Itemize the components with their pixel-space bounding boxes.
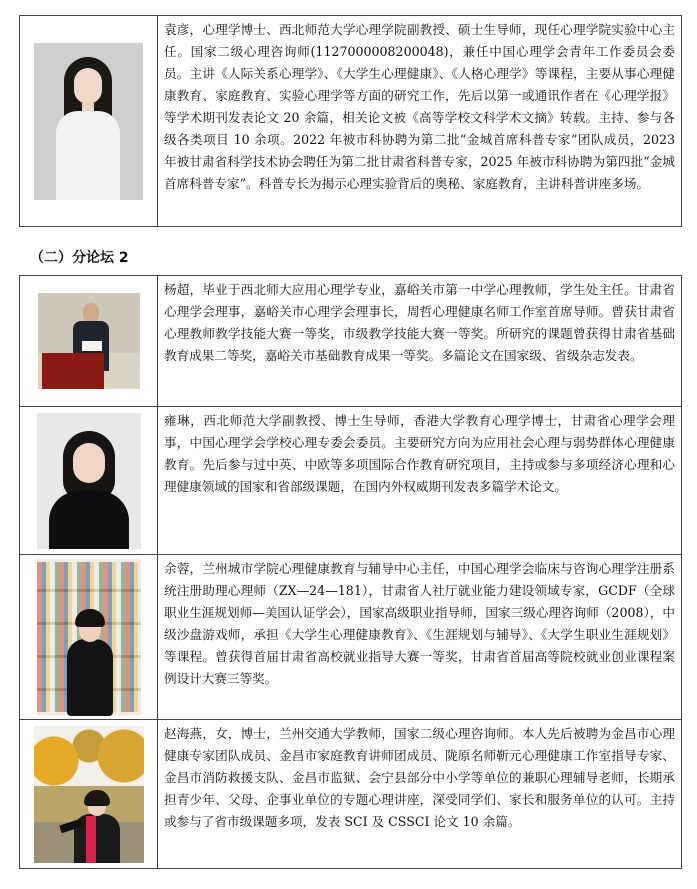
section-title: （二）分论坛 2 (30, 250, 129, 266)
profile-bio: 赵海燕，女，博士，兰州交通大学教师，国家二级心理咨询师。本人先后被聘为金昌市心理健康专家团队成员、金昌市家庭教育讲师团成员、陇原名师靳元心理健康工作室指导专家、金昌市消防救援支队、金昌市监狱、会宁县部分中小学等单位的兼职心理辅导老师，长期承担青少年、父母、企事业单位的专题心理讲座，深受同学们、家长和服务单位的认可。主持或参与了省市级课题多项，发表 SCI 及 CSSCI 论文 10 余篇。 (164, 726, 675, 829)
photo-cell (20, 555, 158, 719)
profile-row (20, 720, 681, 868)
portrait-photo (37, 413, 141, 549)
photo-cell (20, 16, 158, 226)
portrait-photo (34, 43, 143, 200)
profile-bio: 袁彦，心理学博士、西北师范大学心理学院副教授、硕士生导师，现任心理学院实验中心主任。国家二级心理咨询师(1127000008200048)，兼任中国心理学会青年工作委员会委员。主讲《人际关系心理学》、《大学生心理健康》、《人格心理学》等课程，主要从事心理健康教育、家庭教育、实验心理学等方面的研究工作，先后以第一或通讯作者在《心理学报》等学术期刊发表论文 20 余篇，相关论文被《高等学校文科学术文摘》转载。主持、参与各级各类项目 10 余项。2022 年被市科协聘为第二批“金城首席科普专家”团队成员，2023 年被甘肃省科学技术协会聘任为第二批甘肃省科普专家，2025 年被市科协聘为第四批“金城首席科普专家”。科普专长为揭示心理实验背后的奥秘、家庭教育，主讲科普讲座多场。 (164, 22, 675, 191)
top-profile-table (19, 15, 682, 227)
profile-row (20, 276, 681, 407)
portrait-photo (34, 726, 144, 863)
profile-row (20, 16, 681, 226)
profile-bio: 雍琳，西北师范大学副教授、博士生导师，香港大学教育心理学博士，甘肃省心理学会理事，中国心理学会学校心理专委会委员。主要研究方向为应用社会心理与弱势群体心理健康教育。先后参与过中英、中欧等多项国际合作教育研究项目，主持或参与多项经济心理和心理健康领域的国家和省部级课题，在国内外权威期刊发表多篇学术论文。 (164, 413, 675, 494)
portrait-photo (37, 559, 141, 716)
profile-row (20, 407, 681, 555)
profile-bio: 余蓉，兰州城市学院心理健康教育与辅导中心主任，中国心理学会临床与咨询心理学注册系统注册助理心理师（ZX—24—181），甘肃省人社厅就业能力建设领域专家，GCDF（全球职业生涯规划师—美国认证学会），国家高级职业指导师，国家三级心理咨询师（2008），中级沙盘游戏师，承担《大学生心理健康教育》、《生涯规划与辅导》、《大学生职业生涯规划》等课程。曾获得首届甘肃省高校就业指导大赛一等奖，甘肃省首届高等院校就业创业课程案例设计大赛三等奖。 (164, 561, 675, 686)
photo-cell (20, 407, 158, 554)
forum2-profile-table (19, 275, 682, 869)
photo-cell (20, 276, 158, 406)
portrait-photo (38, 293, 140, 389)
profile-row (20, 555, 681, 720)
profile-bio: 杨超，毕业于西北师大应用心理学专业，嘉峪关市第一中学心理教师，学生处主任。甘肃省心理学会理事，嘉峪关市心理学会理事长，周哲心理健康名师工作室首席导师。曾获甘肃省心理教师教学技能大赛一等奖，市级教学技能大赛一等奖。所研究的课题曾获得甘肃省基础教育成果二等奖，嘉峪关市基础教育成果一等奖。多篇论文在国家级、省级杂志发表。 (164, 282, 675, 363)
photo-cell (20, 720, 158, 868)
